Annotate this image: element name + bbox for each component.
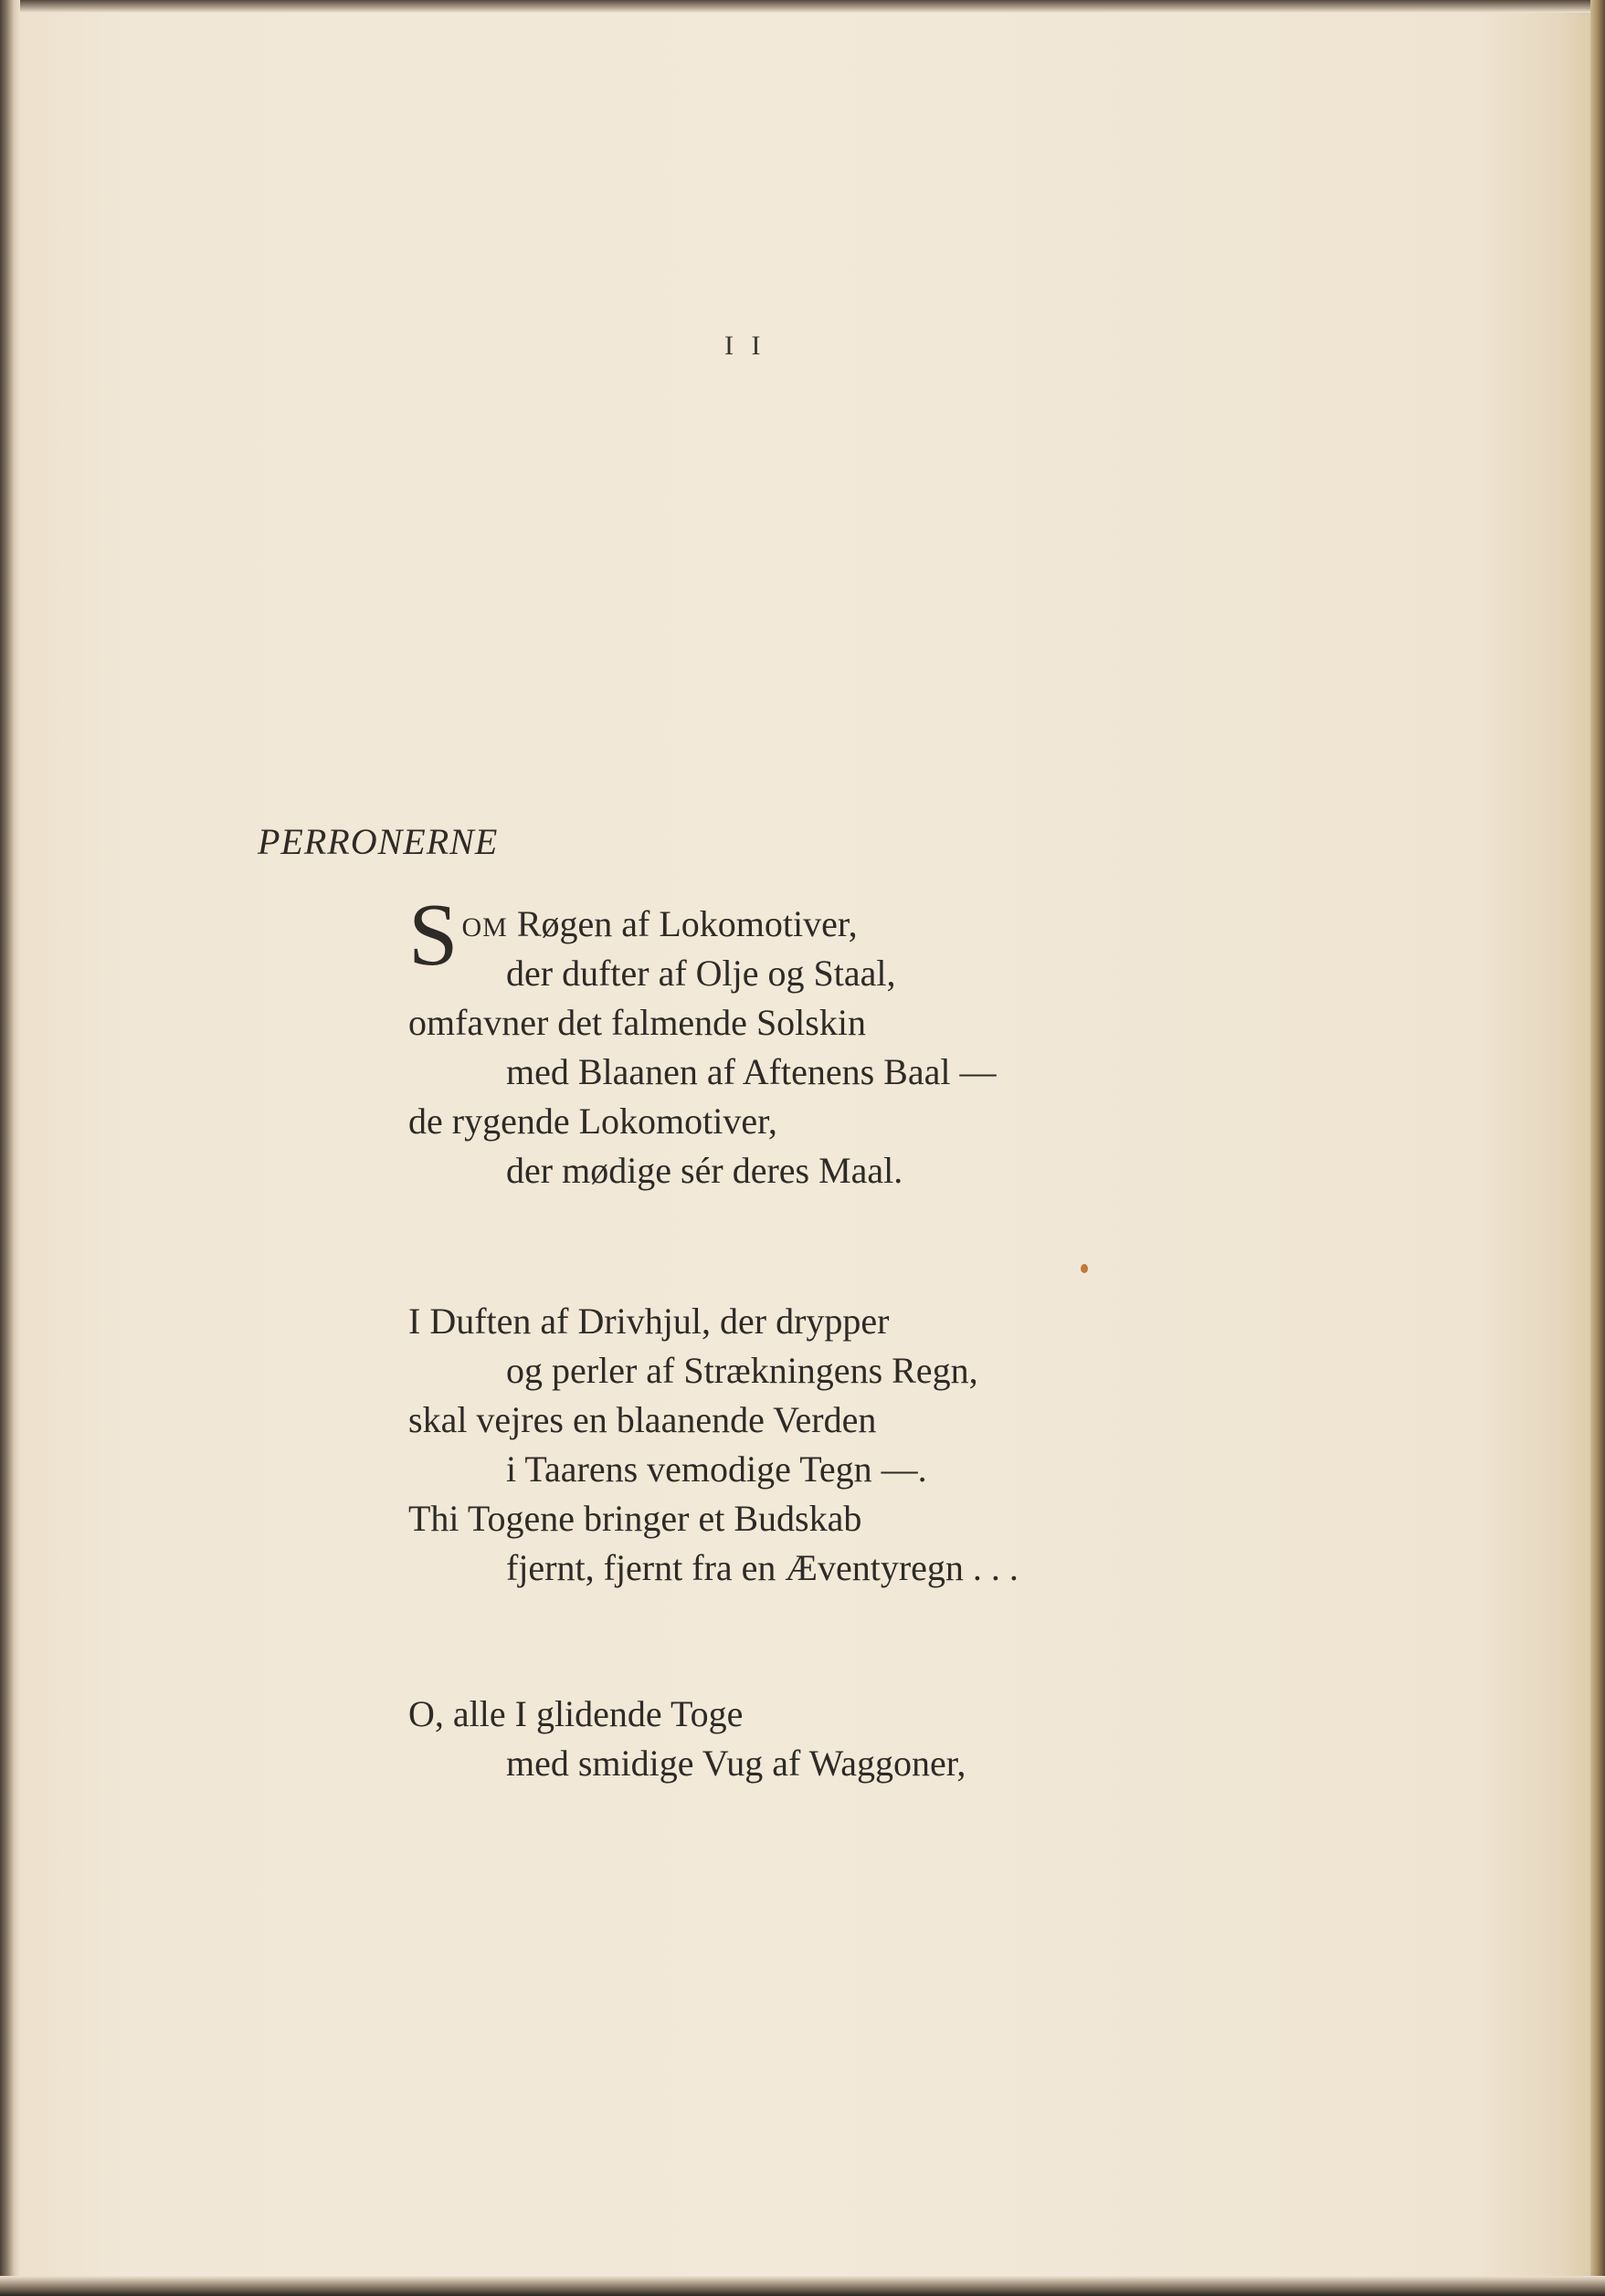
poem-line: de rygende Lokomotiver, bbox=[408, 1101, 777, 1142]
poem-line: og perler af Strækningens Regn, bbox=[506, 1350, 978, 1391]
poem-line: Thi Togene bringer et Budskab bbox=[408, 1498, 862, 1539]
stanza-3 bbox=[408, 1690, 1230, 1788]
poem-line: i Taarens vemodige Tegn —. bbox=[506, 1448, 927, 1490]
stanza-1 bbox=[408, 886, 1230, 1195]
paper-speck bbox=[1081, 1264, 1088, 1273]
page-edge-top bbox=[0, 0, 1605, 13]
line-text: Røgen af Lokomotiver, bbox=[507, 903, 858, 944]
stanza-2 bbox=[408, 1297, 1230, 1593]
poem-line: I Duften af Drivhjul, der drypper bbox=[408, 1301, 890, 1342]
page-edge-bottom bbox=[0, 2276, 1605, 2296]
page-edge-left bbox=[0, 0, 20, 2296]
page-edge-right bbox=[1590, 0, 1605, 2296]
poem-line: omfavner det falmende Solskin bbox=[408, 1002, 866, 1043]
small-caps: OM bbox=[461, 912, 508, 943]
poem-line: med Blaanen af Aftenens Baal — bbox=[506, 1051, 997, 1092]
poem-line: med smidige Vug af Waggoner, bbox=[506, 1743, 966, 1784]
poem-line: der mødige sér deres Maal. bbox=[506, 1150, 903, 1191]
page-number: I I bbox=[724, 331, 766, 361]
poem-line: skal vejres en blaanende Verden bbox=[408, 1399, 877, 1440]
poem-line: der dufter af Olje og Staal, bbox=[506, 953, 896, 994]
drop-cap: S bbox=[408, 886, 459, 985]
poem-title: PERRONERNE bbox=[258, 821, 499, 862]
poem-line: fjernt, fjernt fra en Æventyregn . . . bbox=[506, 1547, 1019, 1588]
poem-line: O, alle I glidende Toge bbox=[408, 1693, 744, 1734]
